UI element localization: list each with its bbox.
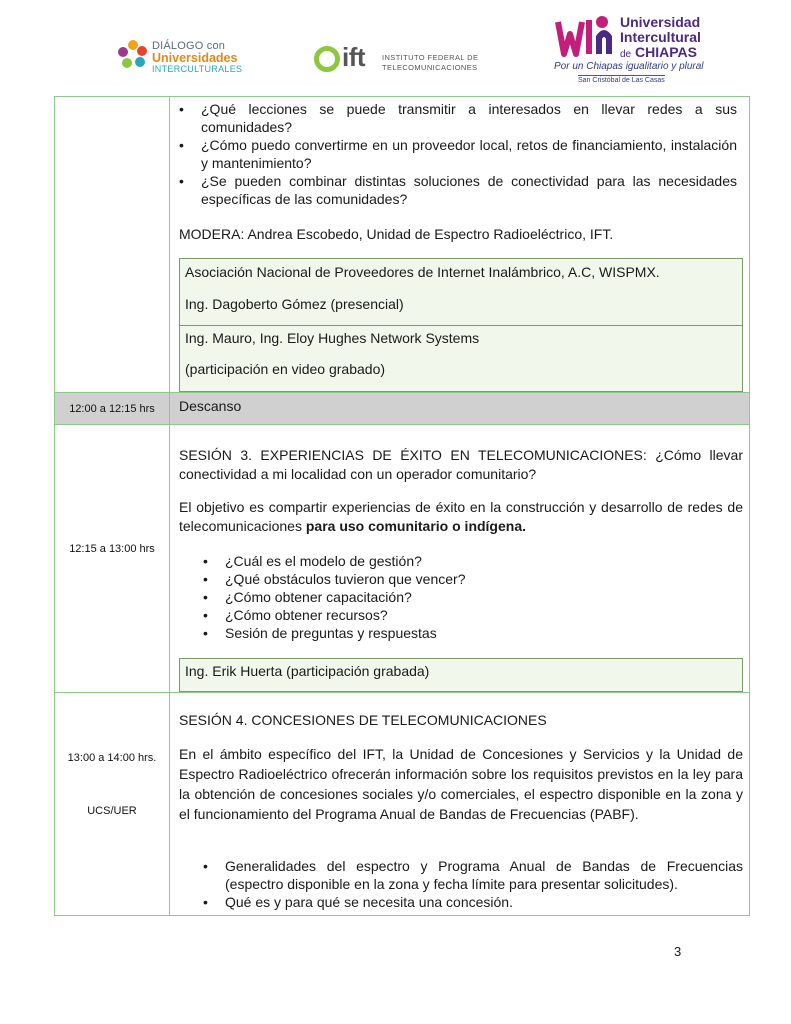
session3-objective [179,498,743,535]
break-label: Descanso [179,398,242,414]
list-item: • ¿Qué lecciones se puede transmitir a interesados en llevar redes a sus comunidades? [201,100,737,136]
unich-line1: Universidad [620,14,701,30]
break-time: 12:00 a 12:15 hrs [69,402,155,415]
unich-line3 [620,44,697,60]
row2-content-cell [169,392,750,425]
unich-logo [554,14,704,86]
dialogo-line3: INTERCULTURALES [152,64,243,74]
session3-objective-text: El objetivo es compartir experiencias de éxito en la construcción y desarrollo de redes de telecomunicaciones [179,499,743,534]
ift-sub1: INSTITUTO FEDERAL DE [382,53,479,62]
dialogo-universidades-logo [118,38,258,78]
session4-time: 13:00 a 14:00 hrs. [67,751,157,764]
ift-ring-icon [314,46,340,72]
speaker-line1: Ing. Mauro, Ing. Eloy Hughes Network Systems [185,330,480,346]
session3-title: SESIÓN 3. EXPERIENCIAS DE ÉXITO EN TELECOMUNICACIONES: ¿Cómo llevar conectividad a mi localidad con un operador comunitario? [179,447,743,482]
speaker-line2: (participación en video grabado) [185,361,386,377]
unich-mark-icon [554,14,614,66]
page-number: 3 [674,944,682,959]
flower-icon [118,40,148,70]
list-item: • ¿Se pueden combinar distintas soluciones de conectividad para las necesidades específicas de las comunidades? [201,172,737,208]
row3-content-cell [169,424,750,693]
list-item: • Qué es y para qué se necesita una concesión. [225,893,743,911]
row1-bullet-list [201,100,737,208]
list-item: • Generalidades del espectro y Programa Anual de Bandas de Frecuencias (espectro disponible en la zona y fecha límite para presentar solicitudes). [225,857,743,893]
unich-place: San Cristóbal de Las Casas [578,77,665,84]
unich-line3-text: CHIAPAS [635,44,697,60]
list-item: • Sesión de preguntas y respuestas [225,624,737,642]
session4-paragraph: En el ámbito específico del IFT, la Unidad de Concesiones y Servicios y la Unidad de Espectro Radioeléctrico ofrecerán información sobre los requisitos previstos en la ley para la obtención de concesiones sociales y/o comerciales, el espectro disponible en la zona y el funcionamiento del Programa Anual de Bandas de Frecuencias (PABF). [179,746,743,822]
row3-time-cell [54,424,170,693]
session4-bullet-list [225,857,743,911]
row4-content-cell [169,692,750,916]
row4-time-cell [54,692,170,916]
session3-objective-bold: para uso comunitario o indígena. [305,517,526,534]
ift-name: ift [342,42,366,72]
agenda-table [54,96,750,916]
page-header [0,0,791,95]
moderator-line: MODERA: Andrea Escobedo, Unidad de Espectro Radioeléctrico, IFT. [179,226,614,242]
dialogo-line2: Universidades [152,51,238,65]
row1-time-cell [54,96,170,393]
speaker-box [179,658,743,692]
list-item: • ¿Qué obstáculos tuvieron que vencer? [225,570,737,588]
list-item: • ¿Cómo obtener capacitación? [225,588,737,606]
dialogo-line1: DIÁLOGO con [152,40,226,52]
list-item: • ¿Cuál es el modelo de gestión? [225,552,737,570]
speaker-line2: Ing. Dagoberto Gómez (presencial) [185,296,404,312]
speaker-box [179,258,743,326]
session4-unit: UCS/UER [87,804,137,817]
ift-logo [314,44,484,78]
speaker-box [179,325,743,392]
ift-sub2: TELECOMUNICACIONES [382,63,478,72]
list-item: • ¿Cómo puedo convertirme en un proveedor local, retos de financiamiento, instalación y mantenimiento? [201,136,737,172]
row1-content-cell [169,96,750,393]
unich-line2: Intercultural [620,29,701,45]
list-item: • ¿Cómo obtener recursos? [225,606,737,624]
unich-motto: Por un Chiapas igualitario y plural [554,61,704,72]
session4-title: SESIÓN 4. CONCESIONES DE TELECOMUNICACIONES [179,712,547,728]
speaker-line1: Asociación Nacional de Proveedores de Internet Inalámbrico, A.C, WISPMX. [185,264,660,280]
speaker-line1: Ing. Erik Huerta (participación grabada) [185,663,430,679]
session3-bullet-list [225,552,737,642]
session3-time: 12:15 a 13:00 hrs [69,542,155,555]
unich-line3-prefix: de [620,49,632,60]
row2-time-cell [54,392,170,425]
